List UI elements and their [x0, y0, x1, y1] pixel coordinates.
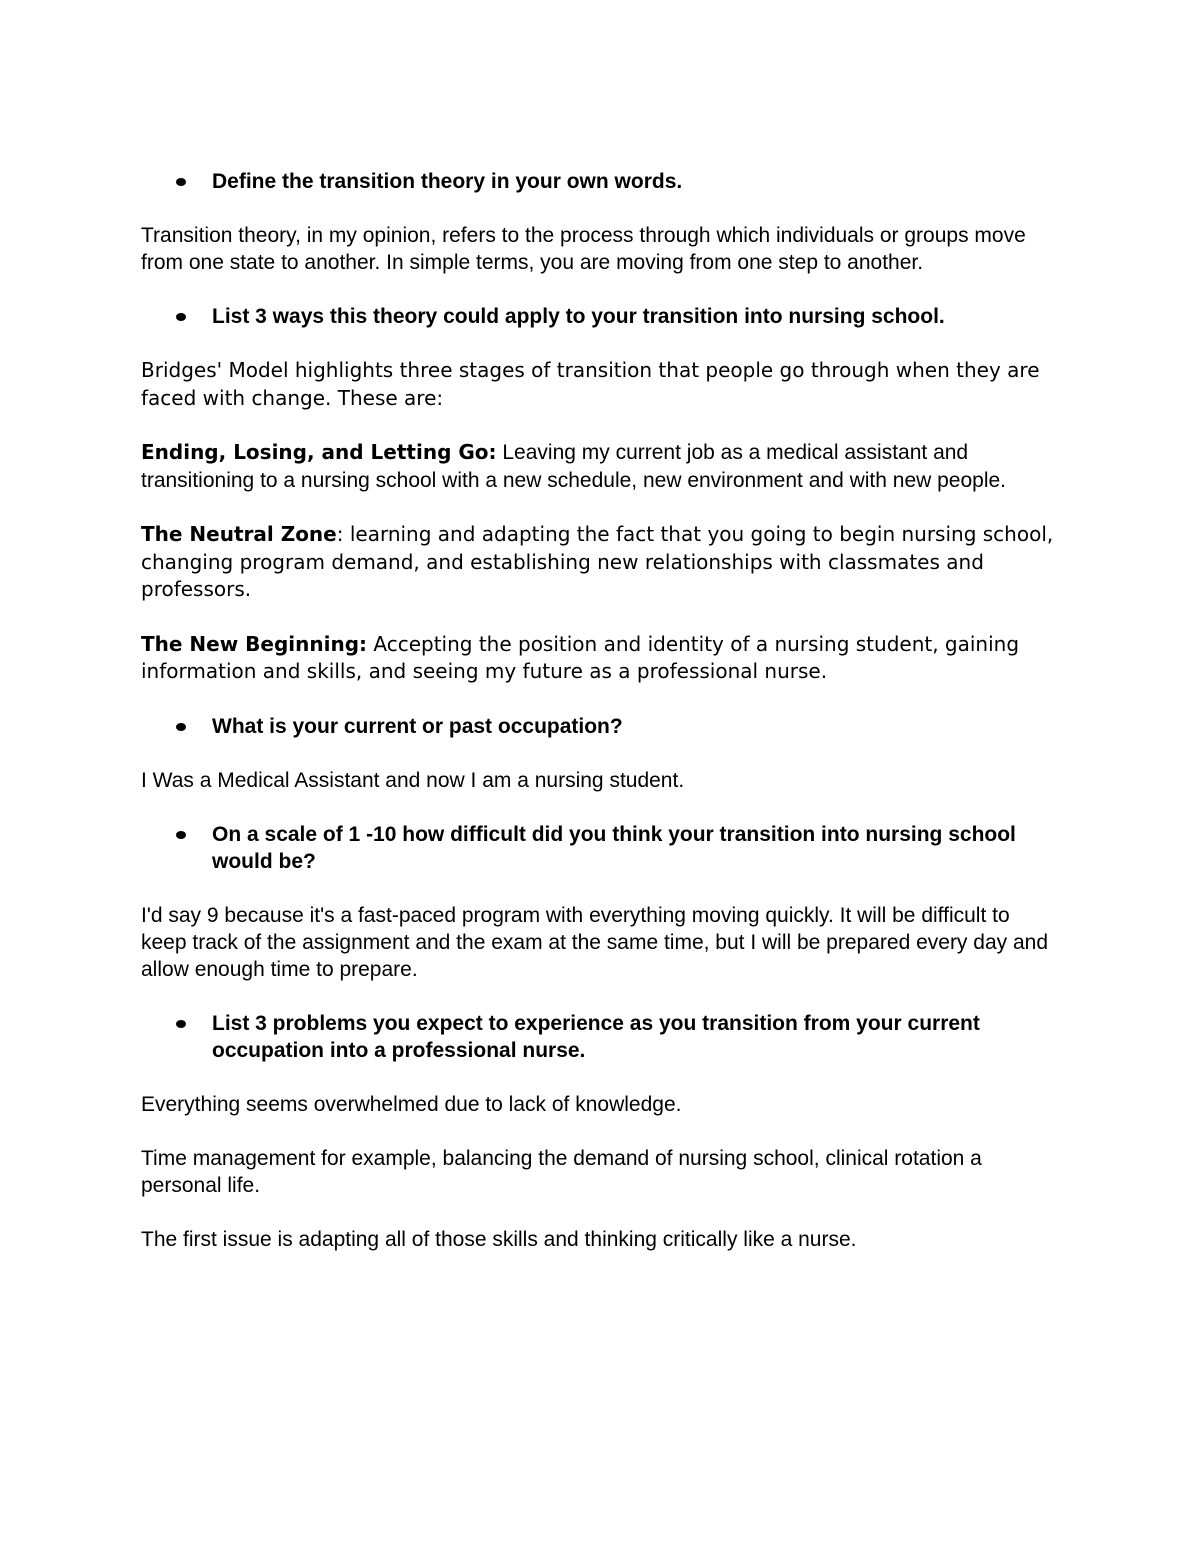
- bullet-icon: [176, 1020, 186, 1028]
- answer-5-item-1: Everything seems overwhelmed due to lack of knowledge.: [141, 1092, 682, 1116]
- bullet-icon: [176, 313, 186, 321]
- answer-4: I'd say 9 because it's a fast-paced program with everything moving quickly. It will be difficult to keep track of the assignment and the exam at the same time, but I will be prepared every day and allow enough time to prepare.: [141, 903, 1048, 981]
- question-1: [141, 168, 1061, 195]
- question-5-text: List 3 problems you expect to experience as you transition from your current occupation into a professional nurse.: [212, 1011, 980, 1062]
- answer-5-item-3: The first issue is adapting all of those skills and thinking critically like a nurse.: [141, 1227, 857, 1251]
- answer-3: I Was a Medical Assistant and now I am a nursing student.: [141, 768, 685, 792]
- bullet-icon: [176, 178, 186, 186]
- document-body: [141, 168, 1061, 1280]
- stage-2-text: : learning and adapting the fact that you going to begin nursing school, changing program demand, and establishing new relationships with classmates and professors.: [141, 522, 1054, 601]
- question-5: [141, 1010, 1061, 1064]
- stage-1-label: Ending, Losing, and Letting Go:: [141, 440, 497, 464]
- question-3: [141, 713, 1061, 740]
- answer-5-item-2: Time management for example, balancing the demand of nursing school, clinical rotation a personal life.: [141, 1146, 982, 1197]
- stage-3-label: The New Beginning:: [141, 631, 368, 656]
- stage-3-text: Accepting the position and identity of a nursing student, gaining information and skills, and seeing my future as a professional nurse.: [141, 631, 1020, 683]
- question-3-text: What is your current or past occupation?: [212, 714, 623, 738]
- question-2-text: List 3 ways this theory could apply to your transition into nursing school.: [212, 305, 945, 328]
- answer-1: Transition theory, in my opinion, refers to the process through which individuals or groups move from one state to another. In simple terms, you are moving from one step to another.: [141, 224, 1026, 274]
- stage-2-label: The Neutral Zone: [141, 522, 337, 546]
- stage-1-text: Leaving my current job as a medical assistant and transitioning to a nursing school with a new schedule, new environment and with new people.: [141, 441, 1007, 492]
- bullet-icon: [176, 831, 186, 839]
- question-4: [141, 821, 1061, 875]
- stage-1-paragraph: [141, 439, 1061, 494]
- question-2: [141, 303, 1061, 330]
- bullet-icon: [176, 723, 186, 731]
- question-1-text: Define the transition theory in your own words.: [212, 170, 683, 193]
- stage-2-paragraph: [141, 521, 1061, 604]
- question-4-text: On a scale of 1 -10 how difficult did you think your transition into nursing school would be?: [212, 822, 1016, 873]
- answer-2-intro: Bridges' Model highlights three stages of transition that people go through when they are faced with change. These are:: [141, 358, 1040, 410]
- stage-3-paragraph: [141, 631, 1061, 686]
